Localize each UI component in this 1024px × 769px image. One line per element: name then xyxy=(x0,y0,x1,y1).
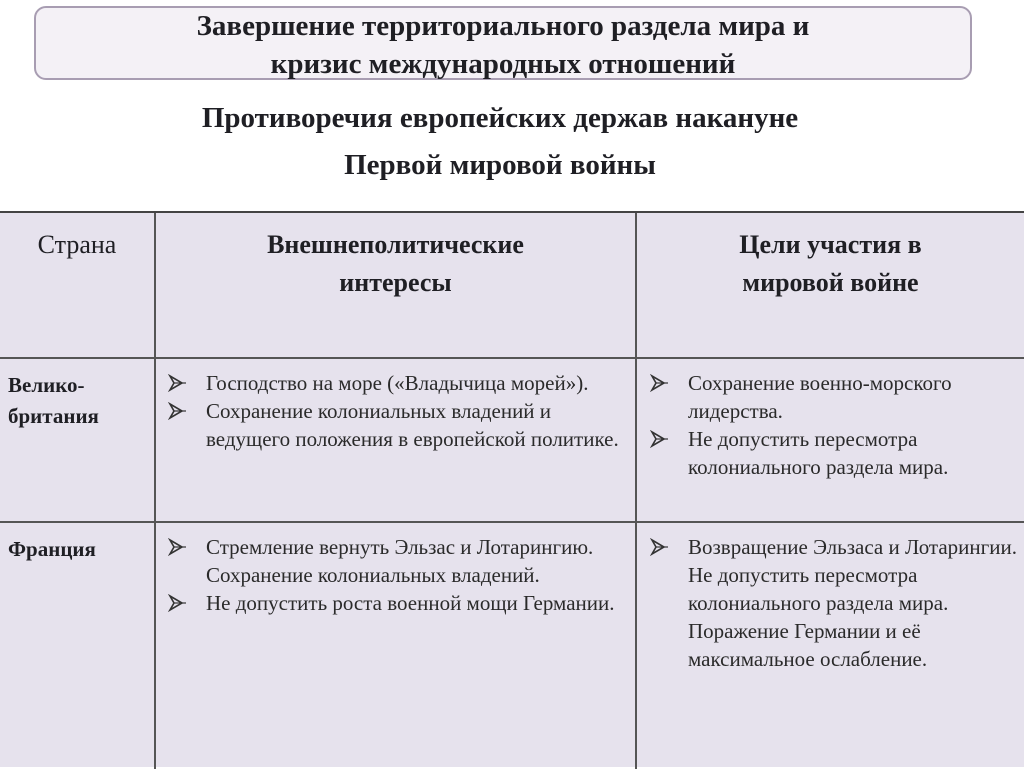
subtitle-line-1: Противоречия европейских держав накануне xyxy=(201,102,799,134)
country-name: Франция xyxy=(8,537,96,561)
arrow-check-bullet-icon xyxy=(650,538,670,556)
country-cell xyxy=(8,370,148,432)
bullet-text: Стремление вернуть Эльзас и Лотарингию. Сохранение колониальных владений. xyxy=(206,535,594,587)
header-goals xyxy=(637,226,1024,302)
list-item xyxy=(166,589,628,617)
goals-list xyxy=(648,533,1020,673)
arrow-check-bullet-icon xyxy=(650,430,670,448)
list-item xyxy=(166,533,628,589)
comparison-table xyxy=(0,211,1024,767)
list-item xyxy=(166,397,628,453)
row-divider xyxy=(0,357,1024,359)
arrow-check-bullet-icon xyxy=(168,402,188,420)
bullet-text: Господство на море («Владычица морей»). xyxy=(206,371,589,395)
header-country: Страна xyxy=(37,230,117,259)
country-name: Велико-британия xyxy=(8,373,99,428)
header-interests-text: Внешнеполитические интересы xyxy=(267,230,524,297)
interests-list xyxy=(166,533,628,617)
list-item xyxy=(648,533,1020,673)
arrow-check-bullet-icon xyxy=(168,538,188,556)
bullet-text: Сохранение колониальных владений и ведущего положения в европейской политике. xyxy=(206,399,619,451)
row-divider xyxy=(0,521,1024,523)
arrow-check-bullet-icon xyxy=(168,594,188,612)
title-line-2: кризис международных отношений xyxy=(270,48,736,80)
header-goals-text: Цели участия в мировой войне xyxy=(739,230,922,297)
title-line-1: Завершение территориального раздела мира и xyxy=(196,10,810,42)
arrow-check-bullet-icon xyxy=(168,374,188,392)
header-interests xyxy=(156,226,635,302)
arrow-check-bullet-icon xyxy=(650,374,670,392)
list-item xyxy=(648,425,1020,481)
bullet-text: Не допустить пересмотра колониального раздела мира. xyxy=(688,427,949,479)
interests-list xyxy=(166,369,628,453)
list-item xyxy=(648,369,1020,425)
bullet-text: Возвращение Эльзаса и Лотарингии. Не допустить пересмотра колониального раздела мира. Поражение Германии и её максимальное ослабление. xyxy=(688,535,1017,671)
list-item xyxy=(166,369,628,397)
subtitle-line-2: Первой мировой войны xyxy=(344,149,656,181)
bullet-text: Сохранение военно-морского лидерства. xyxy=(688,371,952,423)
country-cell xyxy=(8,534,96,565)
goals-list xyxy=(648,369,1020,481)
bullet-text: Не допустить роста военной мощи Германии. xyxy=(206,591,615,615)
